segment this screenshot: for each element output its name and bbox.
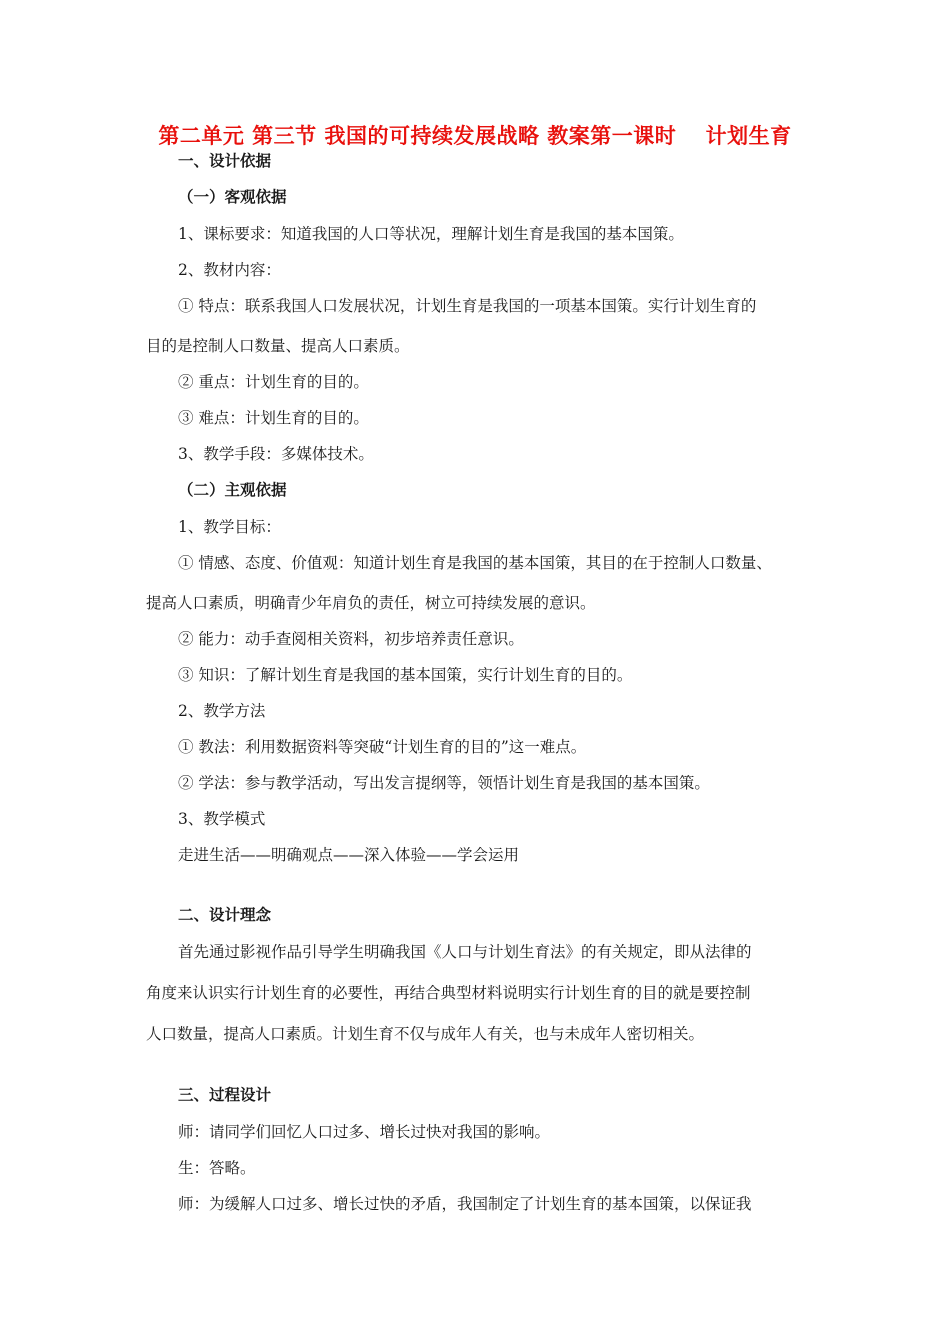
paragraph-ability: ② 能力：动手查阅相关资料，初步培养责任意识。 <box>178 630 524 648</box>
document-title: 第二单元 第三节 我国的可持续发展战略 教案第一课时 计划生育 <box>158 124 792 148</box>
subheading-objective-basis: （一）客观依据 <box>178 188 287 206</box>
paragraph-textbook: 2、教材内容： <box>178 261 281 279</box>
paragraph-concept-cont-1: 角度来认识实行计划生育的必要性，再结合典型材料说明实行计划生育的目的就是要控制 <box>146 984 751 1002</box>
subheading-subjective-basis: （二）主观依据 <box>178 481 287 499</box>
paragraph-student-answer: 生：答略。 <box>178 1159 256 1177</box>
paragraph-teaching-means: 3、教学手段：多媒体技术。 <box>178 445 374 463</box>
paragraph-features: ① 特点：联系我国人口发展状况，计划生育是我国的一项基本国策。实行计划生育的 <box>178 297 757 315</box>
paragraph-emotion: ① 情感、态度、价值观：知道计划生育是我国的基本国策，其目的在于控制人口数量、 <box>178 554 772 572</box>
paragraph-emotion-cont: 提高人口素质，明确青少年肩负的责任，树立可持续发展的意识。 <box>146 594 596 612</box>
paragraph-difficulty: ③ 难点：计划生育的目的。 <box>178 409 369 427</box>
paragraph-teaching-goals: 1、教学目标： <box>178 518 281 536</box>
paragraph-teaching-method: 2、教学方法 <box>178 702 266 720</box>
paragraph-features-cont: 目的是控制人口数量、提高人口素质。 <box>146 337 410 355</box>
paragraph-key-point: ② 重点：计划生育的目的。 <box>178 373 369 391</box>
paragraph-teaching-approach: ① 教法：利用数据资料等突破“计划生育的目的”这一难点。 <box>178 738 587 756</box>
paragraph-knowledge: ③ 知识：了解计划生育是我国的基本国策，实行计划生育的目的。 <box>178 666 633 684</box>
paragraph-teaching-mode: 3、教学模式 <box>178 810 266 828</box>
paragraph-teacher-question: 师：请同学们回忆人口过多、增长过快对我国的影响。 <box>178 1123 551 1141</box>
paragraph-teacher-statement: 师：为缓解人口过多、增长过快的矛盾，我国制定了计划生育的基本国策，以保证我 <box>178 1195 752 1213</box>
section-heading-design-concept: 二、设计理念 <box>178 906 272 924</box>
paragraph-mode-flow: 走进生活——明确观点——深入体验——学会运用 <box>178 846 520 864</box>
section-heading-process-design: 三、过程设计 <box>178 1086 272 1104</box>
paragraph-concept: 首先通过影视作品引导学生明确我国《人口与计划生育法》的有关规定，即从法律的 <box>178 943 752 961</box>
paragraph-curriculum: 1、课标要求：知道我国的人口等状况，理解计划生育是我国的基本国策。 <box>178 225 684 243</box>
section-heading-design-basis: 一、设计依据 <box>178 152 272 170</box>
paragraph-concept-cont-2: 人口数量，提高人口素质。计划生育不仅与成年人有关，也与未成年人密切相关。 <box>146 1025 705 1043</box>
paragraph-learning-approach: ② 学法：参与教学活动，写出发言提纲等，领悟计划生育是我国的基本国策。 <box>178 774 710 792</box>
